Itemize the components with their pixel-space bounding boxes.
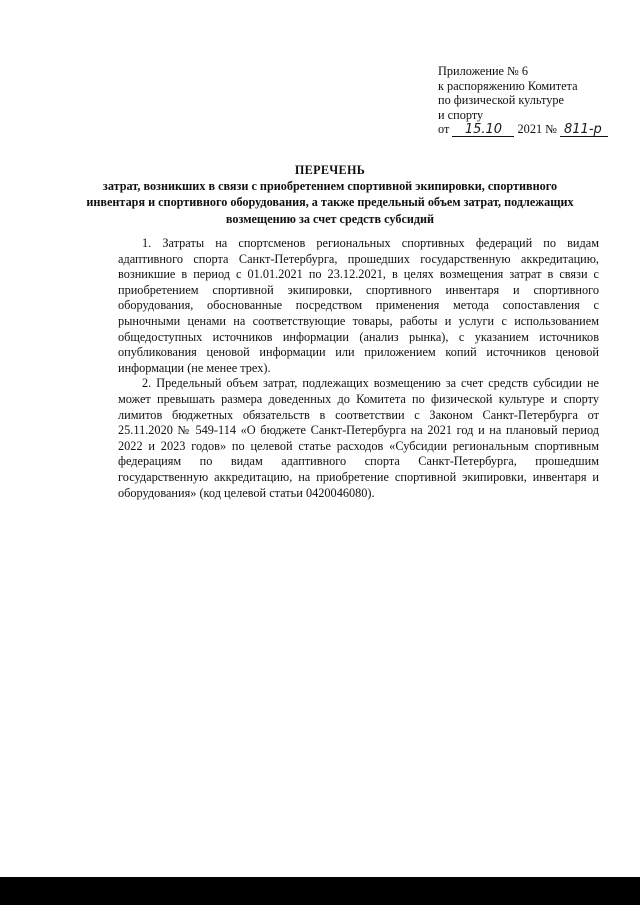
- document-title: [80, 162, 580, 227]
- title-subtitle: затрат, возникших в связи с приобретением спортивной экипировки, спортивного инвентаря и спортивного оборудования, а также предельный объем затрат, подлежащих возмещению за счет средств субсидий: [86, 179, 574, 226]
- document-body: [118, 236, 599, 501]
- appendix-line-4: и спорту: [438, 107, 484, 122]
- appendix-header: [438, 64, 628, 137]
- appendix-line-3: по физической культуре: [438, 93, 565, 108]
- date-prefix: от: [438, 122, 450, 137]
- paragraph-1: 1. Затраты на спортсменов региональных спортивных федераций по видам адаптивного спорта Санкт-Петербурга, прошедших государственную аккредитацию, возникшие в период с 01.01.2021 по 23.12.2021, в целях возмещения затрат в связи с приобретением спортивной экипировки, спортивного инвентаря и спортивного оборудования, обоснованные посредством применения метода сопоставления с рыночными ценами на соответствующие товары, работы и услуги с использованием общедоступных источников информации (анализ рынка), с указанием источников опубликования ценовой информации или приложением копий источников ценовой информации (не менее трех).: [118, 236, 599, 375]
- title-heading: ПЕРЕЧЕНЬ: [294, 163, 366, 177]
- handwritten-date: 15.10: [452, 124, 514, 137]
- paragraph-2: 2. Предельный объем затрат, подлежащих возмещению за счет средств субсидии не может превышать размера доведенных до Комитета по физической культуре и спорту лимитов бюджетных обязательств в соответствии с Законом Санкт-Петербурга от 25.11.2020 № 549-114 «О бюджете Санкт-Петербурга на 2021 год и на плановый период 2022 и 2023 годов» по целевой статье расходов «Субсидии региональным спортивным федерациям по видам адаптивного спорта Санкт-Петербурга, прошедшим государственную аккредитацию, на приобретение спортивной экипировки, инвентаря и оборудования» (код целевой статьи 0420046080).: [118, 376, 599, 500]
- appendix-date-line: [438, 122, 628, 137]
- year-and-number-label: 2021 №: [517, 122, 557, 137]
- scan-edge-bar: [0, 877, 640, 905]
- appendix-line-1: Приложение № 6: [438, 64, 529, 78]
- appendix-line-2: к распоряжению Комитета: [438, 78, 578, 93]
- handwritten-number: 811-р: [560, 124, 608, 137]
